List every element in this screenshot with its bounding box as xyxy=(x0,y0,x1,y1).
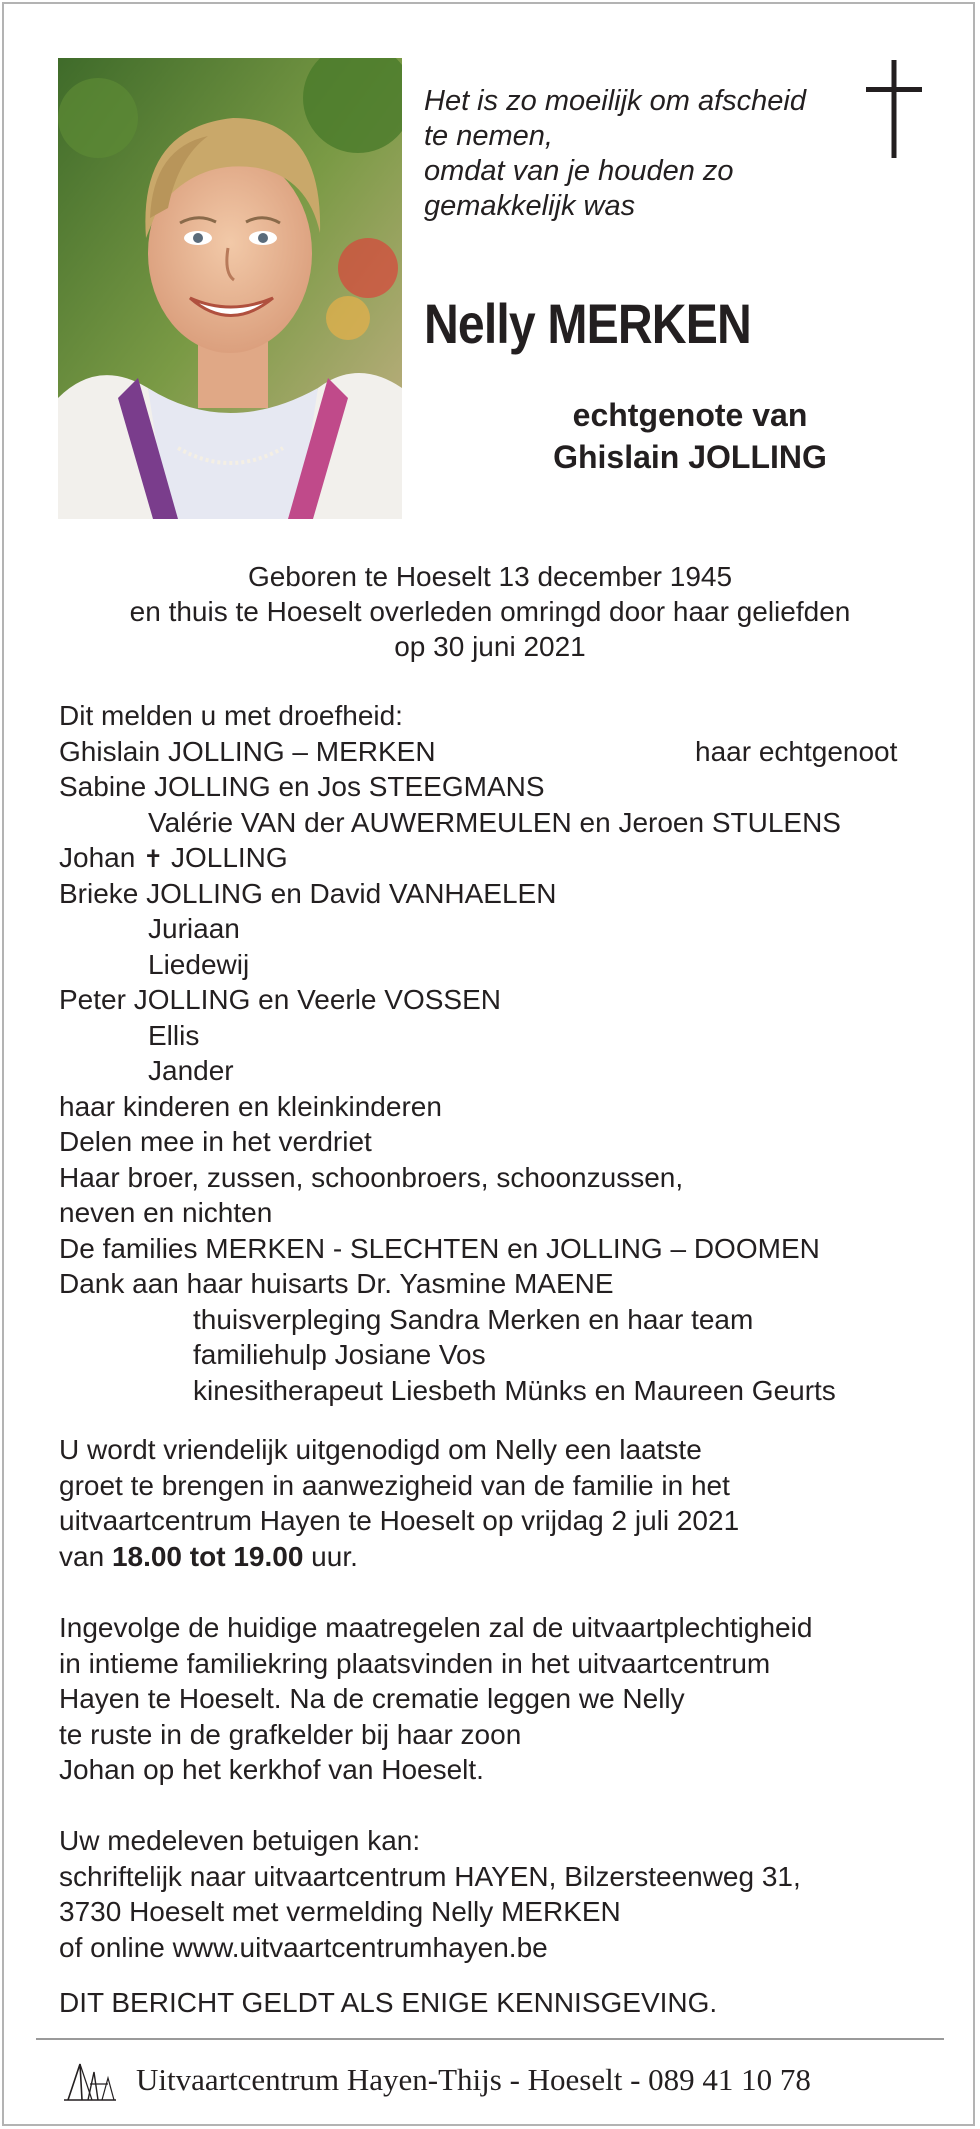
announcement-intro: Dit melden u met droefheid: xyxy=(59,700,403,731)
child-line: Brieke JOLLING en David VANHAELEN xyxy=(59,877,557,909)
portrait-photo xyxy=(58,58,402,519)
ceremony-line: Ingevolge de huidige maatregelen zal de uitvaartplechtigheid xyxy=(59,1612,813,1643)
notice-line xyxy=(59,1985,939,2021)
condolences-line: 3730 Hoeselt met vermelding Nelly MERKEN xyxy=(59,1896,621,1927)
quote-line: gemakkelijk was xyxy=(424,190,636,222)
death-date: op 30 juni 2021 xyxy=(394,631,586,662)
ceremony-line: te ruste in de grafkelder bij haar zoon xyxy=(59,1718,522,1750)
footer xyxy=(62,2058,942,2102)
grandchild-line: Jander xyxy=(148,1055,234,1086)
visitation-time-prefix: van xyxy=(59,1540,105,1572)
grandchild-line: Liedewij xyxy=(148,948,250,980)
quote-line: te nemen, xyxy=(424,120,553,152)
grandchild-line: Ellis xyxy=(148,1019,200,1051)
official-notice: DIT BERICHT GELDT ALS ENIGE KENNISGEVING. xyxy=(59,1987,718,2018)
ceremony-line: Hayen te Hoeselt. Na de crematie leggen we Nelly xyxy=(59,1683,685,1714)
family-announcement xyxy=(59,698,939,1408)
quote-line: omdat van je houden zo xyxy=(424,155,734,187)
ceremony-line: in intieme familiekring plaatsvinden in het uitvaartcentrum xyxy=(59,1647,771,1679)
ceremony-line: Johan op het kerkhof van Hoeselt. xyxy=(59,1754,484,1785)
deceased-name: Nelly MERKEN xyxy=(424,292,751,355)
visitation-time: 18.00 tot 19.00 xyxy=(111,1540,304,1572)
quote-line: Het is zo moeilijk om afscheid xyxy=(424,85,806,117)
thanks-line: kinesitherapeut Liesbeth Münks en Maureen Geurts xyxy=(193,1374,836,1406)
visitation-time-suffix: uur. xyxy=(311,1540,358,1572)
condolences-line: Uw medeleven betuigen kan: xyxy=(59,1825,421,1856)
husband-line xyxy=(59,734,939,770)
grandchild-line: Juriaan xyxy=(148,913,240,944)
relatives-line: neven en nichten xyxy=(59,1197,273,1228)
child-first-name: Johan xyxy=(59,842,136,873)
relatives-line: Haar broer, zussen, schoonbroers, schoonzussen, xyxy=(59,1161,684,1193)
thanks-line: thuisverpleging Sandra Merken en haar team xyxy=(193,1303,754,1335)
visitation-line: U wordt vriendelijk uitgenodigd om Nelly een laatste xyxy=(59,1434,702,1465)
husband-role: haar echtgenoot xyxy=(695,735,898,767)
visitation-time-line xyxy=(59,1539,939,1575)
birth-death-info xyxy=(60,559,920,664)
footer-divider xyxy=(36,2038,944,2040)
child-line xyxy=(59,840,939,876)
thanks-line: familiehulp Josiane Vos xyxy=(193,1339,486,1370)
condolences-address: schriftelijk naar uitvaartcentrum HAYEN, Bilzersteenweg 31, xyxy=(59,1860,801,1892)
child-line: Sabine JOLLING en Jos STEEGMANS xyxy=(59,771,545,802)
grandchild-line: Valérie VAN der AUWERMEULEN en Jeroen STULENS xyxy=(148,806,841,838)
funeral-home-contact: Uitvaartcentrum Hayen-Thijs - Hoeselt - 089 41 10 78 xyxy=(136,2062,811,2097)
cross-icon xyxy=(866,60,922,158)
spouse-info xyxy=(480,394,900,478)
spouse-label: echtgenote van xyxy=(572,397,808,433)
children-summary: haar kinderen en kleinkinderen xyxy=(59,1090,442,1122)
condolences-info xyxy=(59,1823,939,1965)
visitation-line: uitvaartcentrum Hayen te Hoeselt op vrijdag 2 juli 2021 xyxy=(59,1505,740,1536)
family-names: De families MERKEN - SLECHTEN en JOLLING – DOOMEN xyxy=(59,1232,820,1264)
child-line: Peter JOLLING en Veerle VOSSEN xyxy=(59,984,501,1015)
death-line: en thuis te Hoeselt overleden omringd door haar geliefden xyxy=(129,596,851,627)
deceased-cross-icon: ✝ xyxy=(143,846,164,873)
thanks-intro: Dank aan haar huisarts Dr. Yasmine MAENE xyxy=(59,1268,614,1299)
husband-name: Ghislain JOLLING – MERKEN xyxy=(59,735,436,767)
visitation-line: groet te brengen in aanwezigheid van de familie in het xyxy=(59,1469,730,1501)
ceremony-info xyxy=(59,1610,939,1788)
child-last-name: JOLLING xyxy=(170,842,288,873)
memorial-quote xyxy=(424,84,864,224)
share-intro: Delen mee in het verdriet xyxy=(59,1126,372,1157)
condolences-website: of online www.uitvaartcentrumhayen.be xyxy=(59,1931,548,1963)
spouse-name: Ghislain JOLLING xyxy=(553,439,827,475)
birth-line: Geboren te Hoeselt 13 december 1945 xyxy=(247,561,733,592)
visitation-info xyxy=(59,1432,939,1574)
funeral-home-logo-icon xyxy=(62,2058,118,2102)
